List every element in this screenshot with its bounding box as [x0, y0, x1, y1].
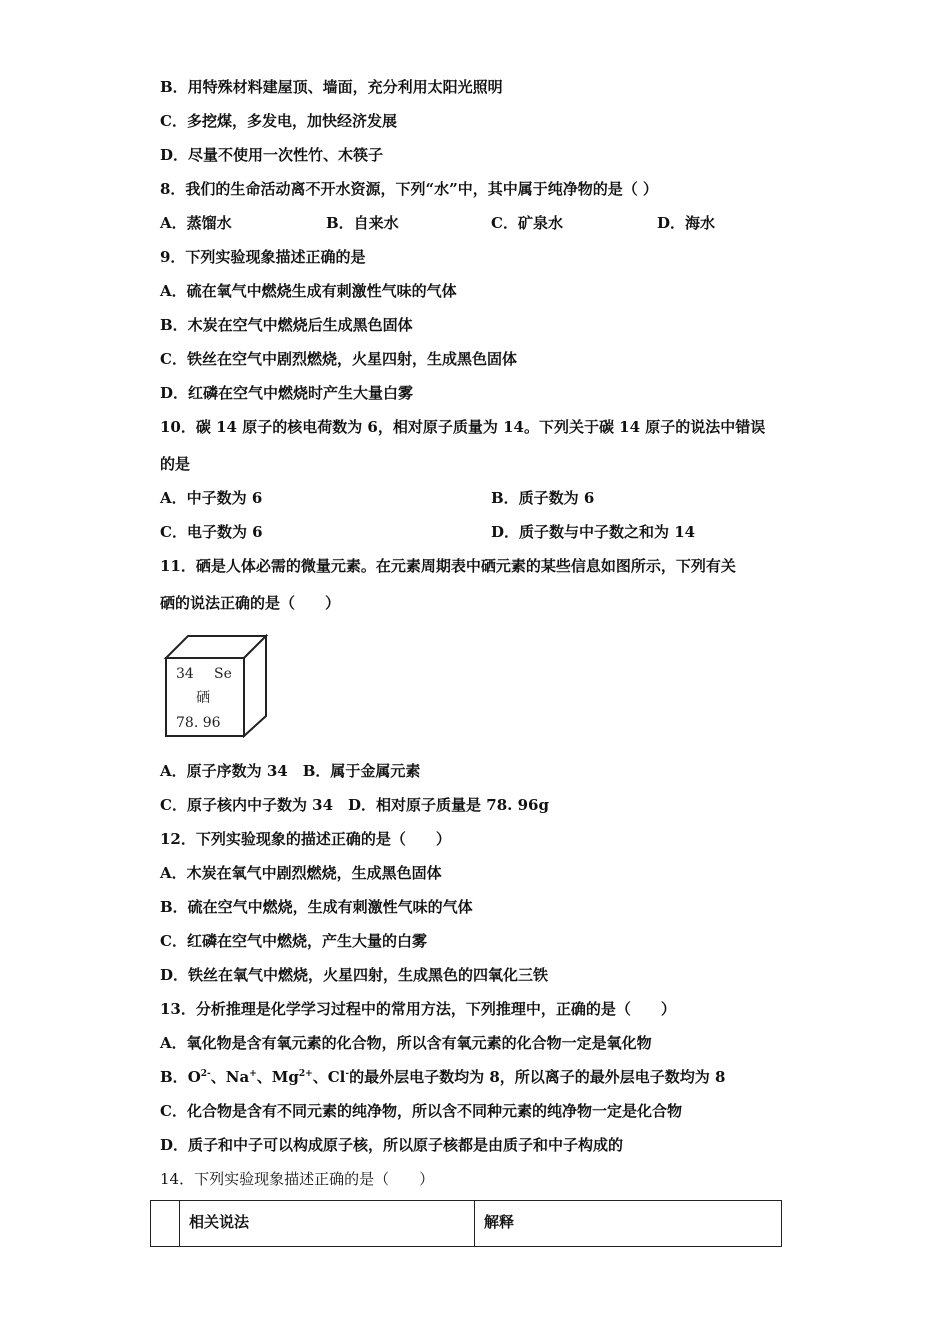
q13-option-a: A．氧化物是含有氧元素的化合物，所以含有氧元素的化合物一定是氧化物: [160, 1034, 652, 1052]
table-header-cell-2: [474, 1201, 781, 1246]
q8-option-a: A．蒸馏水: [160, 214, 232, 232]
q13-option-c: C．化合物是含有不同元素的纯净物，所以含不同种元素的纯净物一定是化合物: [160, 1102, 682, 1120]
q12-option-a: A．木炭在氧气中剧烈燃烧，生成黑色固体: [160, 864, 442, 882]
q13-b-rest: 的最外层电子数均为 8，所以离子的最外层电子数均为 8: [349, 1068, 726, 1086]
q7-option-c: C．多挖煤，多发电，加快经济发展: [160, 112, 397, 130]
ion-chloride-charge: -: [345, 1069, 350, 1079]
q8-option-d: D．海水: [657, 214, 716, 232]
q9-stem: 9．下列实验现象描述正确的是: [160, 248, 366, 266]
q9-option-d: D．红磷在空气中燃烧时产生大量白雾: [160, 384, 414, 402]
element-atomic-number: 34: [176, 666, 194, 682]
q11-stem-line2: 硒的说法正确的是（ ）: [160, 594, 341, 612]
q7-option-b: B．用特殊材料建屋顶、墙面，充分利用太阳光照明: [160, 78, 503, 96]
q10-option-c: C．电子数为 6: [160, 523, 263, 541]
q12-option-c: C．红磷在空气中燃烧，产生大量的白雾: [160, 932, 427, 950]
ion-sodium: Na: [225, 1068, 250, 1086]
element-symbol: Se: [214, 666, 232, 682]
table-index-cell: [151, 1201, 180, 1246]
separator: 、: [312, 1068, 328, 1086]
q10-stem-line1: 10．碳 14 原子的核电荷数为 6，相对原子质量为 14。下列关于碳 14 原子的说法中错误: [160, 418, 766, 436]
q10-option-d: D．质子数与中子数之和为 14: [491, 523, 696, 541]
q11-stem-line1: 11．硒是人体必需的微量元素。在元素周期表中硒元素的某些信息如图所示，下列有关: [160, 557, 736, 575]
q11-options-ab: A．原子序数为 34 B．属于金属元素: [160, 762, 421, 780]
table-header-cell-1: [179, 1201, 475, 1246]
q8-stem: 8．我们的生命活动离不开水资源，下列“水”中，其中属于纯净物的是（ ）: [160, 180, 658, 198]
q8-option-b: B．自来水: [326, 214, 399, 232]
table-header-label: 相关说法: [189, 1213, 250, 1231]
q8-option-c: C．矿泉水: [491, 214, 563, 232]
element-name: 硒: [196, 690, 210, 706]
q10-stem-line2: 的是: [160, 455, 191, 473]
q12-option-d: D．铁丝在氧气中燃烧，火星四射，生成黑色的四氧化三铁: [160, 966, 549, 984]
table-header-label: 解释: [484, 1213, 515, 1231]
ion-chloride: Cl: [327, 1068, 346, 1086]
ion-sodium-charge: +: [249, 1069, 257, 1079]
separator: 、: [210, 1068, 226, 1086]
q14-stem: 14．下列实验现象描述正确的是（ ）: [160, 1170, 435, 1188]
ion-oxide-charge: 2-: [200, 1069, 211, 1079]
q14-table: [150, 1200, 782, 1247]
q13-option-d: D．质子和中子可以构成原子核，所以原子核都是由质子和中子构成的: [160, 1136, 624, 1154]
element-atomic-mass: 78. 96: [176, 715, 221, 731]
separator: 、: [256, 1068, 272, 1086]
q12-stem: 12．下列实验现象的描述正确的是（ ）: [160, 830, 451, 848]
q9-option-b: B．木炭在空气中燃烧后生成黑色固体: [160, 316, 413, 334]
q13-option-b: [160, 1067, 725, 1087]
q7-option-d: D．尽量不使用一次性竹、木筷子: [160, 146, 384, 164]
q10-option-a: A．中子数为 6: [160, 489, 263, 507]
q12-option-b: B．硫在空气中燃烧，生成有刺激性气味的气体: [160, 898, 473, 916]
q9-option-a: A．硫在氧气中燃烧生成有刺激性气味的气体: [160, 282, 457, 300]
ion-oxide: O: [187, 1068, 201, 1086]
q11-options-cd: C．原子核内中子数为 34 D．相对原子质量是 78. 96g: [160, 796, 549, 814]
ion-magnesium: Mg: [271, 1068, 299, 1086]
q13-stem: 13．分析推理是化学学习过程中的常用方法，下列推理中，正确的是（ ）: [160, 1000, 676, 1018]
q10-option-b: B．质子数为 6: [491, 489, 595, 507]
selenium-element-card: [162, 632, 270, 738]
q9-option-c: C．铁丝在空气中剧烈燃烧，火星四射，生成黑色固体: [160, 350, 517, 368]
ion-magnesium-charge: 2+: [298, 1069, 313, 1079]
q13-b-prefix: B．: [160, 1068, 188, 1086]
